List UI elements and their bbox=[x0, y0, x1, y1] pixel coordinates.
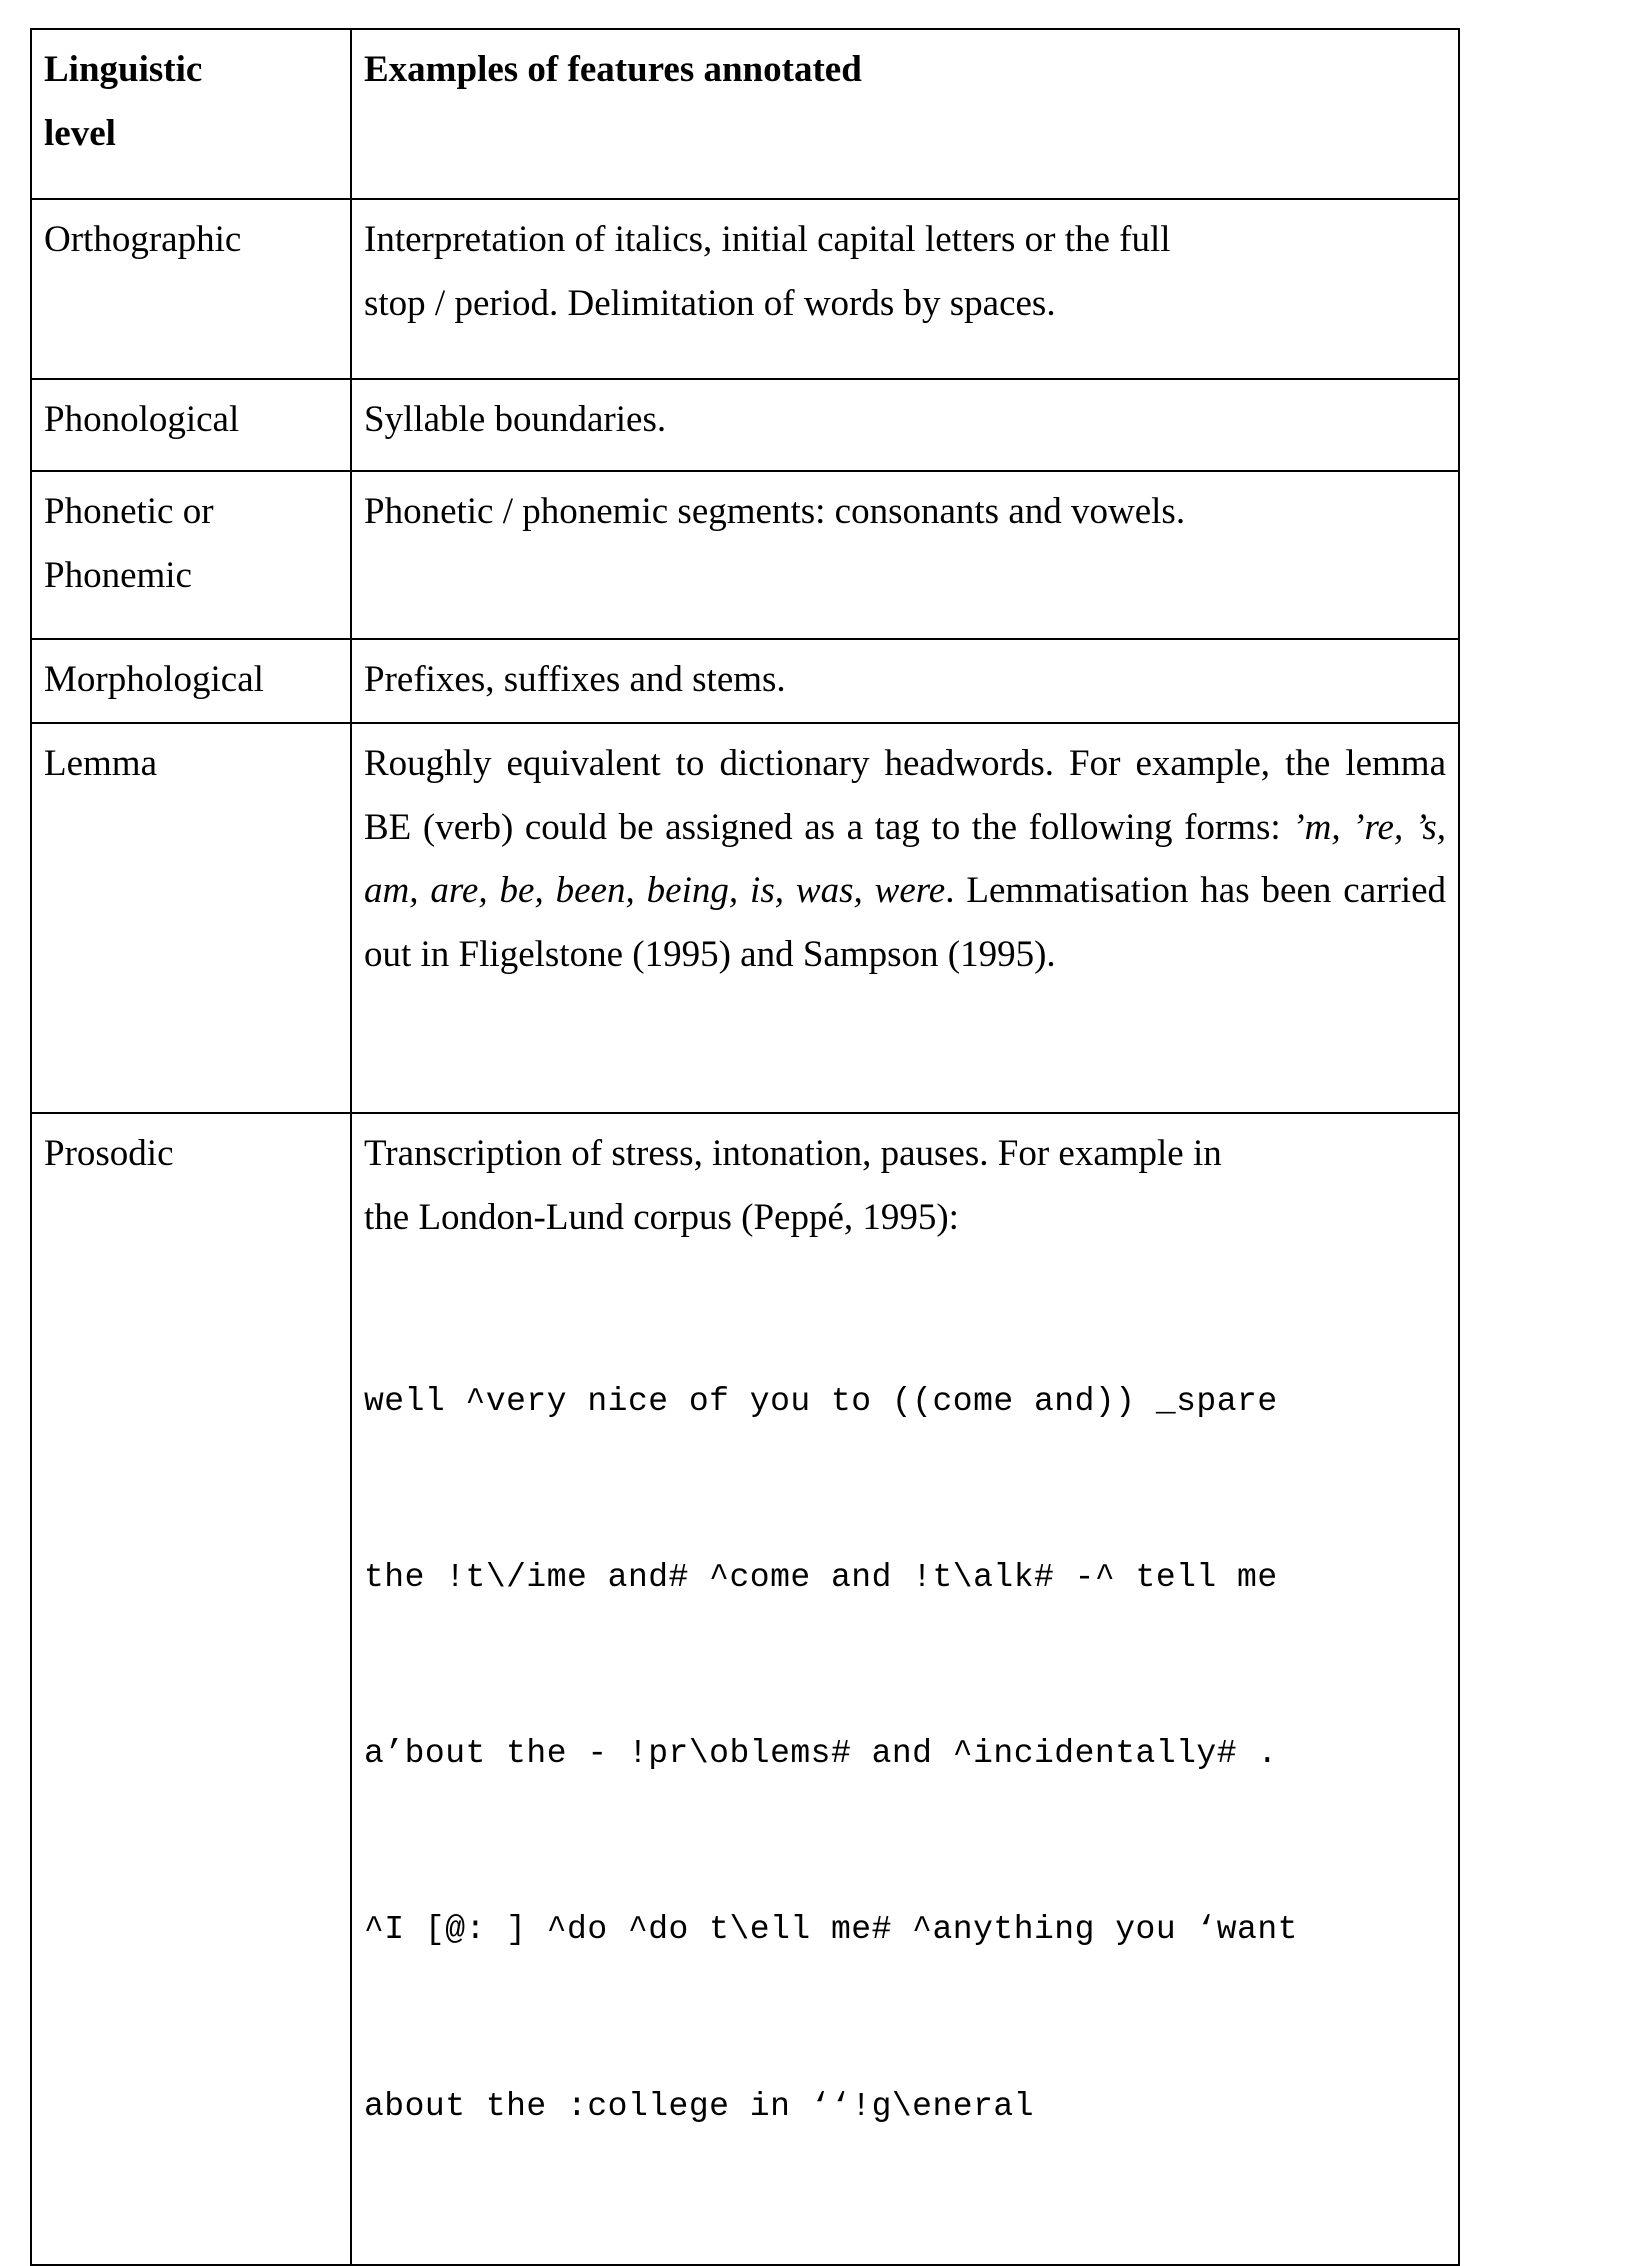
description-phonetic-or-phonemic bbox=[351, 471, 1459, 639]
column-header-examples: Examples of features annotated bbox=[351, 29, 1459, 199]
description-paragraph bbox=[364, 732, 1446, 987]
transcription-line: about the :college in ‘‘!g\eneral bbox=[364, 2087, 1035, 2125]
lemma-text-after-italics: . Lemmatisation has been carried out in Fligelstone (1995) and Sampson (1995). bbox=[364, 870, 1446, 975]
table-row bbox=[31, 723, 1459, 1113]
description-line: Transcription of stress, intonation, pauses. For example in bbox=[364, 1133, 1222, 1174]
level-label-line2: Phonemic bbox=[44, 554, 192, 596]
lemma-italic-forms: ’m, ’re, ’s, am, are, be, been, being, is, was, were bbox=[364, 806, 1447, 912]
description-orthographic bbox=[351, 199, 1459, 379]
description-lemma bbox=[351, 723, 1459, 1113]
transcription-line: the !t\/ime and# ^come and !t\alk# -^ tell me bbox=[364, 1558, 1278, 1596]
level-label-orthographic: Orthographic bbox=[31, 199, 351, 379]
description-phonological bbox=[351, 379, 1459, 471]
description-line: Prefixes, suffixes and stems. bbox=[364, 659, 786, 700]
table-header-row bbox=[31, 29, 1459, 199]
table-row bbox=[31, 639, 1459, 723]
table-row bbox=[31, 379, 1459, 471]
transcription-line: ^I [@: ] ^do ^do t\ell me# ^anything you ‘want bbox=[364, 1911, 1298, 1949]
linguistic-levels-table bbox=[30, 28, 1460, 2266]
level-label-morphological: Morphological bbox=[31, 639, 351, 723]
table-row bbox=[31, 1113, 1459, 2265]
level-label-phonetic-or-phonemic bbox=[31, 471, 351, 639]
description-line: Phonetic / phonemic segments: consonants and vowels. bbox=[364, 491, 1186, 532]
transcription-line: well ^very nice of you to ((come and)) _spare bbox=[364, 1382, 1278, 1420]
description-morphological bbox=[351, 639, 1459, 723]
column-header-linguistic-level bbox=[31, 29, 351, 199]
table-row bbox=[31, 199, 1459, 379]
table-row bbox=[31, 471, 1459, 639]
description-line: Interpretation of italics, initial capital letters or the full bbox=[364, 219, 1171, 260]
level-label-line1: Phonetic or bbox=[44, 491, 214, 532]
prosodic-transcription-block bbox=[364, 1255, 1446, 2253]
description-prosodic bbox=[351, 1113, 1459, 2265]
level-label-phonological: Phonological bbox=[31, 379, 351, 471]
description-line: the London-Lund corpus (Peppé, 1995): bbox=[364, 1196, 959, 1238]
description-line: Syllable boundaries. bbox=[364, 399, 667, 440]
transcription-line: a’bout the - !pr\oblems# and ^incidentally# . bbox=[364, 1735, 1278, 1773]
lemma-text-before-italics: Roughly equivalent to dictionary headwords. For example, the lemma BE (verb) could be assigned as a tag to the following forms: bbox=[364, 743, 1446, 848]
description-line: stop / period. Delimitation of words by spaces. bbox=[364, 282, 1056, 324]
column-header-level-line1: Linguistic bbox=[44, 49, 203, 90]
column-header-level-line2: level bbox=[44, 112, 116, 154]
level-label-lemma: Lemma bbox=[31, 723, 351, 1113]
level-label-prosodic: Prosodic bbox=[31, 1113, 351, 2265]
